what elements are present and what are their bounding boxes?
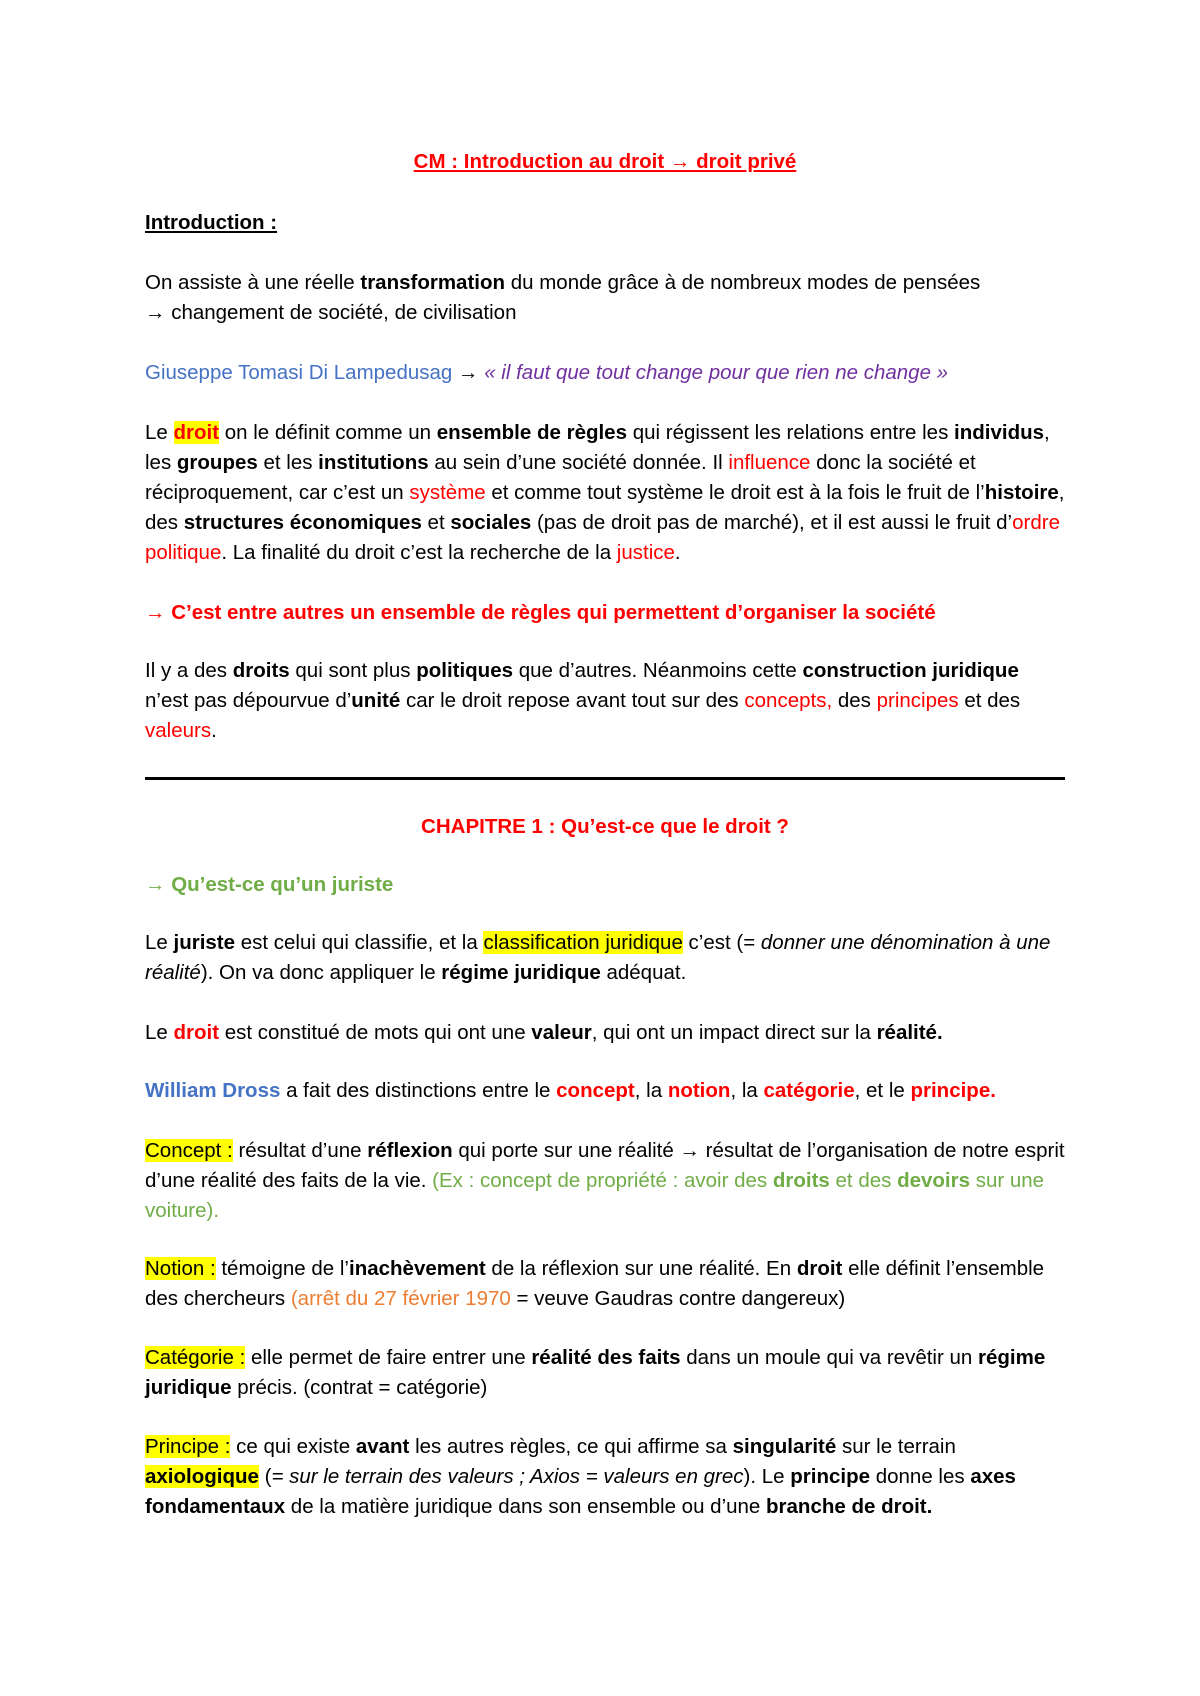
text-run: influence — [728, 451, 811, 474]
text-run: axiologique — [145, 1465, 259, 1488]
text-run: politiques — [416, 659, 514, 682]
text-run: Le — [145, 931, 174, 954]
text-run: précis. (contrat = catégorie) — [231, 1376, 488, 1399]
arrow-icon: → — [669, 150, 691, 173]
text-run: au sein d’une société donnée. Il — [428, 451, 729, 474]
text-run: . — [674, 541, 681, 564]
text-run: On assiste à une réelle — [145, 271, 361, 294]
text-run: . La finalité du droit c’est la recherche de la — [221, 541, 617, 564]
text-run: sociales — [450, 511, 532, 534]
text-run: n’est pas dépourvue d’ — [145, 689, 352, 712]
text-run: de la matière juridique dans son ensemble ou d’une — [285, 1495, 767, 1518]
text-run: des — [832, 689, 877, 712]
quote-text: « il faut que tout change pour que rien ne change » — [484, 361, 949, 384]
text-run: ensemble de règles — [436, 421, 627, 444]
definition-paragraph — [145, 418, 1065, 568]
text-run: valeur — [531, 1021, 592, 1044]
text-run: = veuve Gaudras contre dangereux) — [510, 1287, 846, 1310]
text-run: sur le terrain — [836, 1435, 956, 1458]
principe-definition — [145, 1432, 1065, 1522]
text-run: structures économiques — [183, 511, 422, 534]
text-run: résultat de l’organisation de notre esprit d’une réalité des faits de la vie. — [145, 1139, 1065, 1192]
text-run: = sur le terrain des valeurs ; Axios = valeurs en grec — [271, 1465, 744, 1488]
quote-author: Giuseppe Tomasi Di Lampedusag — [145, 361, 458, 384]
text-run: les autres règles, ce qui affirme sa — [409, 1435, 733, 1458]
text-run: droit — [796, 1257, 843, 1280]
chapter-title: CHAPITRE 1 : Qu’est-ce que le droit ? — [421, 815, 789, 838]
arrow-icon: → — [145, 301, 166, 324]
arrow-icon: → — [145, 601, 166, 624]
text-run: Le — [145, 421, 174, 444]
text-run: droit — [173, 421, 220, 444]
words-paragraph — [145, 1018, 1065, 1048]
text-run: est celui qui classifie, et la — [235, 931, 484, 954]
text-run: réflexion — [367, 1139, 453, 1162]
quote-line — [145, 358, 1065, 388]
text-run: axes fondamentaux — [145, 1465, 1016, 1518]
text-run: William Dross — [145, 1079, 281, 1102]
text-run: transformation — [360, 271, 506, 294]
text-run: changement de société, de civilisation — [165, 301, 517, 324]
text-run: droits — [772, 1169, 830, 1192]
text-run: avant — [355, 1435, 410, 1458]
text-run: ). On va donc appliquer le — [200, 961, 442, 984]
unity-paragraph — [145, 656, 1065, 746]
term-categorie: Catégorie : — [145, 1346, 246, 1369]
text-run: ordre politique — [145, 511, 1060, 564]
text-run: et — [421, 511, 451, 534]
text-run: juriste — [173, 931, 236, 954]
text-run: du monde grâce à de nombreux modes de pensées — [505, 271, 981, 294]
text-run: , des — [145, 481, 1065, 534]
intro-heading: Introduction : — [145, 211, 278, 234]
text-run: et les — [257, 451, 319, 474]
text-run: droit — [173, 1021, 220, 1044]
text-run: Il y a des — [145, 659, 233, 682]
text-run: on le définit comme un — [219, 421, 437, 444]
text-run: ( — [258, 1465, 272, 1488]
text-run: concepts, — [744, 689, 833, 712]
text-run: ce qui existe — [230, 1435, 356, 1458]
text-run: singularité — [732, 1435, 837, 1458]
text-run: témoigne de l’ — [215, 1257, 349, 1280]
text-run: et des — [829, 1169, 898, 1192]
text-run: donc la société et réciproquement, car c’est un — [145, 451, 976, 504]
arrow-icon: → — [679, 1139, 700, 1162]
text-run: adéquat. — [600, 961, 687, 984]
intro-paragraph — [145, 268, 1065, 328]
text-run: concept — [556, 1079, 635, 1102]
juriste-paragraph — [145, 928, 1065, 988]
text-run: Le — [145, 1021, 174, 1044]
text-run: et des — [958, 689, 1021, 712]
text-run: elle définit l’ensemble des chercheurs — [145, 1257, 1045, 1310]
section-heading — [145, 870, 1065, 900]
term-concept: Concept : — [145, 1139, 233, 1162]
text-run: ). Le — [743, 1465, 791, 1488]
text-run: branche de droit. — [766, 1495, 933, 1518]
text-run: construction juridique — [802, 659, 1019, 682]
text-run: sur une voiture). — [145, 1169, 1045, 1222]
text-run: système — [409, 481, 486, 504]
text-run: devoirs — [897, 1169, 970, 1192]
text-run: que d’autres. Néanmoins cette — [513, 659, 803, 682]
term-principe: Principe : — [145, 1435, 231, 1458]
document-title — [145, 147, 1065, 177]
text-run: (arrêt du 27 février 1970 — [290, 1287, 511, 1310]
dross-paragraph — [145, 1076, 1065, 1106]
text-run: , et le — [854, 1079, 911, 1102]
text-run: unité — [351, 689, 401, 712]
text-run: , la — [730, 1079, 764, 1102]
text-run: et comme tout système le droit est à la fois le fruit de l’ — [485, 481, 985, 504]
text-run: réalité. — [876, 1021, 943, 1044]
text-run: individus — [954, 421, 1045, 444]
text-run: justice — [616, 541, 675, 564]
text-run: institutions — [318, 451, 429, 474]
text-run: elle permet de faire entrer une — [245, 1346, 532, 1369]
arrow-icon: → — [145, 873, 166, 896]
title-text-end: droit privé — [690, 150, 797, 173]
text-run: histoire — [984, 481, 1059, 504]
text-run: de la réflexion sur une réalité. En — [485, 1257, 797, 1280]
text-run: c’est (= — [682, 931, 761, 954]
text-run: principes — [876, 689, 959, 712]
text-run: (Ex : concept de propriété : avoir des — [432, 1169, 773, 1192]
text-run: , qui ont un impact direct sur la — [591, 1021, 877, 1044]
text-run: donne les — [870, 1465, 971, 1488]
text-run: qui sont plus — [289, 659, 417, 682]
term-notion: Notion : — [145, 1257, 216, 1280]
arrow-icon: → — [458, 361, 479, 384]
categorie-definition — [145, 1343, 1065, 1403]
notion-definition — [145, 1254, 1065, 1314]
text-run: réalité des faits — [531, 1346, 681, 1369]
text-run: droits — [232, 659, 290, 682]
text-run: Qu’est-ce qu’un juriste — [165, 873, 394, 896]
text-run: dans un moule qui va revêtir un — [680, 1346, 978, 1369]
text-run: , les — [145, 421, 1050, 474]
text-run: notion — [667, 1079, 731, 1102]
text-run: régime juridique — [145, 1346, 1046, 1399]
text-run: qui porte sur une réalité — [452, 1139, 680, 1162]
text-run: , la — [634, 1079, 668, 1102]
key-statement — [145, 598, 1065, 628]
text-run: régime juridique — [441, 961, 601, 984]
text-run: valeurs — [145, 719, 212, 742]
text-run: catégorie — [763, 1079, 855, 1102]
text-run: résultat d’une — [232, 1139, 368, 1162]
text-run: groupes — [176, 451, 258, 474]
text-run: C’est entre autres un ensemble de règles qui permettent d’organiser la société — [165, 601, 936, 624]
text-run: inachèvement — [349, 1257, 486, 1280]
text-run: classification juridique — [483, 931, 683, 954]
text-run: car le droit repose avant tout sur des — [400, 689, 745, 712]
title-text: CM : Introduction au droit — [413, 150, 670, 173]
text-run: a fait des distinctions entre le — [280, 1079, 557, 1102]
text-run: qui régissent les relations entre les — [627, 421, 955, 444]
text-run: donner une dénomination à une réalité — [145, 931, 1051, 984]
text-run: . — [211, 719, 217, 742]
text-run: principe. — [910, 1079, 996, 1102]
concept-definition — [145, 1136, 1065, 1226]
text-run: (pas de droit pas de marché), et il est aussi le fruit d’ — [531, 511, 1013, 534]
text-run: principe — [790, 1465, 871, 1488]
text-run: est constitué de mots qui ont une — [219, 1021, 532, 1044]
horizontal-divider — [145, 777, 1065, 780]
